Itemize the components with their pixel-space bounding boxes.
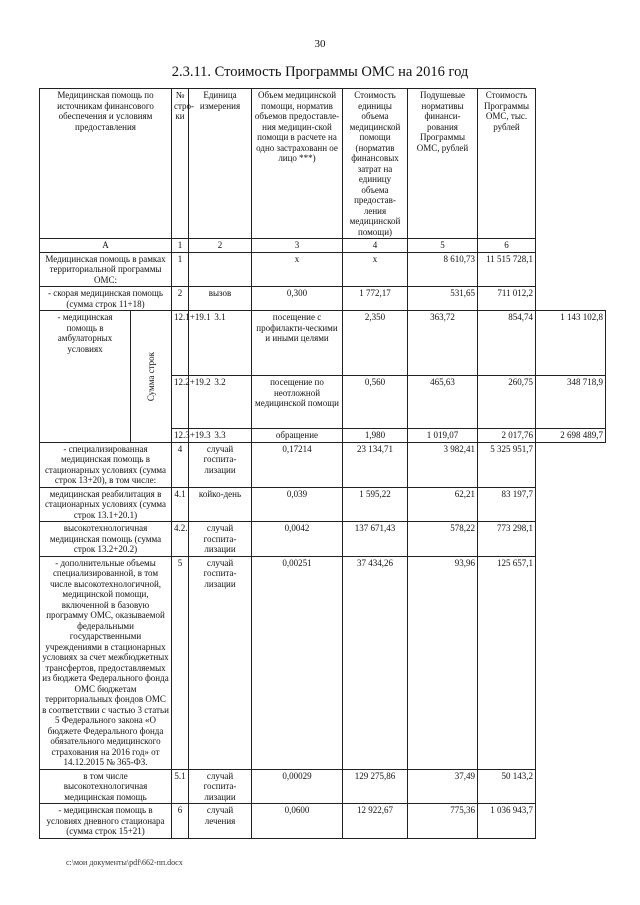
- row-volume: 0,039: [252, 487, 343, 522]
- row-unit: [189, 252, 252, 287]
- row-per-capita: 2 017,76: [478, 429, 536, 443]
- row-unit: койко-день: [189, 487, 252, 522]
- table-row: [40, 769, 606, 804]
- row-unit: обращение: [252, 429, 343, 443]
- row-per-capita: 854,74: [478, 311, 536, 376]
- row-total: 125 657,1: [478, 556, 536, 769]
- row-unit: посещение с профилакти-ческими и иными целями: [252, 311, 343, 376]
- row-name: - специализированная медицинская помощь в стационарных условиях (сумма строк 13+20), в том числе:: [40, 442, 172, 487]
- row-volume: 0,17214: [252, 442, 343, 487]
- row-total: 2 698 489,7: [536, 429, 606, 443]
- row-number: 4.1: [172, 487, 189, 522]
- row-total: 773 298,1: [478, 522, 536, 557]
- row-number: 1: [172, 252, 189, 287]
- row-per-capita: 260,75: [478, 376, 536, 429]
- row-number: 3.2: [189, 376, 252, 429]
- index-cell: 4: [343, 239, 408, 253]
- row-unit-cost: х: [343, 252, 408, 287]
- row-number: 3.1: [189, 311, 252, 376]
- row-name: - дополнительные объемы специализированной, в том числе высокотехнологичной, медицинской помощи, включенной в базовую программу ОМС, оказываемой федеральными государственными учреждениями в стационарных условиях за счет межбюджетных трансфертов, предоставляемых из бюджета Федерального фонда ОМС бюджетам территориальных фондов ОМС в соответствии с частью 3 статьи 5 Федерального закона «О бюджете Федерального фонда обязательного медицинского страхования на 2016 год» от 14.12.2015 № 365-ФЗ.: [40, 556, 172, 769]
- index-cell: 2: [189, 239, 252, 253]
- index-cell: 3: [252, 239, 343, 253]
- row-number: 3.3: [189, 429, 252, 443]
- row-unit-cost: 12 922,67: [343, 804, 408, 839]
- header-volume: Объем медицинской помощи, норматив объемов предоставле-ния медицин-ской помощи в расчете на одно застрахованн ое лицо ***): [252, 89, 343, 239]
- header-total-cost: Стоимость Программы ОМС, тыс. рублей: [478, 89, 536, 239]
- row-volume: 0,00251: [252, 556, 343, 769]
- index-cell: А: [40, 239, 172, 253]
- row-volume: х: [252, 252, 343, 287]
- row-name: высокотехнологичная медицинская помощь (сумма строк 13.2+20.2): [40, 522, 172, 557]
- row-unit: случай госпита-лизации: [189, 769, 252, 804]
- row-total: 50 143,2: [478, 769, 536, 804]
- page-title: 2.3.11. Стоимость Программы ОМС на 2016 год: [171, 64, 469, 80]
- sum-of-rows-cell: [131, 311, 172, 443]
- index-cell: 6: [478, 239, 536, 253]
- row-total: 711 012,2: [478, 287, 536, 311]
- row-total: 11 515 728,1: [478, 252, 536, 287]
- row-formula: 12.1+19.1: [172, 311, 189, 376]
- row-unit: случай госпита-лизации: [189, 556, 252, 769]
- row-unit: случай госпита-лизации: [189, 522, 252, 557]
- header-care: Медицинская помощь по источникам финансового обеспечения и условиям предоставления: [40, 89, 172, 239]
- row-per-capita: 93,96: [408, 556, 478, 769]
- table-row: [40, 804, 606, 839]
- table-row: [40, 522, 606, 557]
- row-name: - медицинская помощь в условиях дневного стационара (сумма строк 15+21): [40, 804, 172, 839]
- row-per-capita: 62,21: [408, 487, 478, 522]
- table-row: [40, 287, 606, 311]
- row-volume: 0,300: [252, 287, 343, 311]
- row-unit-cost: 1 595,22: [343, 487, 408, 522]
- table-row: [40, 556, 606, 769]
- row-volume: 1,980: [343, 429, 408, 443]
- table-row: [40, 487, 606, 522]
- row-volume: 0,00029: [252, 769, 343, 804]
- program-cost-table: [39, 88, 606, 839]
- row-name: Медицинская помощь в рамках территориальной программы ОМС:: [40, 252, 172, 287]
- index-cell: 5: [408, 239, 478, 253]
- row-unit-cost: 37 434,26: [343, 556, 408, 769]
- row-number: 5: [172, 556, 189, 769]
- row-total: 1 036 943,7: [478, 804, 536, 839]
- header-row-number: № стро-ки: [172, 89, 189, 239]
- row-name: медицинская реабилитация в стационарных условиях (сумма строк 13.1+20.1): [40, 487, 172, 522]
- row-unit-cost: 1 772,17: [343, 287, 408, 311]
- row-number: 5.1: [172, 769, 189, 804]
- header-per-capita: Подушевые нормативы финанси-рования Программы ОМС, рублей: [408, 89, 478, 239]
- row-name: в том числе высокотехнологичная медицинская помощь: [40, 769, 172, 804]
- row-unit-cost: 23 134,71: [343, 442, 408, 487]
- row-unit-cost: 465,63: [408, 376, 478, 429]
- row-per-capita: 578,22: [408, 522, 478, 557]
- row-per-capita: 8 610,73: [408, 252, 478, 287]
- row-unit-cost: 363,72: [408, 311, 478, 376]
- page-number: 30: [314, 38, 326, 50]
- row-name: - медицинская помощь в амбулаторных условиях: [40, 311, 131, 443]
- table-header-row: [40, 89, 606, 239]
- row-volume: 2,350: [343, 311, 408, 376]
- column-index-row: [40, 239, 606, 253]
- row-number: 4: [172, 442, 189, 487]
- row-unit: случай госпита-лизации: [189, 442, 252, 487]
- row-volume: 0,560: [343, 376, 408, 429]
- row-unit: вызов: [189, 287, 252, 311]
- row-per-capita: 3 982,41: [408, 442, 478, 487]
- row-formula: 12.3+19.3: [172, 429, 189, 443]
- row-per-capita: 775,36: [408, 804, 478, 839]
- row-number: 2: [172, 287, 189, 311]
- table-row: [40, 311, 606, 376]
- header-unit-cost: Стоимость единицы объема медицинской помощи (норматив финансовых затрат на единицу объема предостав-ления медицинской помощи): [343, 89, 408, 239]
- row-unit-cost: 137 671,43: [343, 522, 408, 557]
- sum-of-rows-label: Сумма строк: [145, 351, 156, 401]
- row-unit-cost: 129 275,86: [343, 769, 408, 804]
- row-unit: посещение по неотложной медицинской помощи: [252, 376, 343, 429]
- row-name: - скорая медицинская помощь (сумма строк 11+18): [40, 287, 172, 311]
- table-row: [40, 442, 606, 487]
- row-volume: 0,0042: [252, 522, 343, 557]
- row-total: 1 143 102,8: [536, 311, 606, 376]
- header-unit: Единица измерения: [189, 89, 252, 239]
- row-total: 5 325 951,7: [478, 442, 536, 487]
- row-per-capita: 531,65: [408, 287, 478, 311]
- table-row: [40, 252, 606, 287]
- row-total: 83 197,7: [478, 487, 536, 522]
- row-number: 6: [172, 804, 189, 839]
- row-per-capita: 37,49: [408, 769, 478, 804]
- row-volume: 0,0600: [252, 804, 343, 839]
- row-unit: случай лечения: [189, 804, 252, 839]
- footer-file-path: c:\мои документы\pdf\662-пп.docx: [66, 858, 183, 867]
- row-formula: 12.2+19.2: [172, 376, 189, 429]
- row-total: 348 718,9: [536, 376, 606, 429]
- index-cell: 1: [172, 239, 189, 253]
- row-unit-cost: 1 019,07: [408, 429, 478, 443]
- row-number: 4.2.: [172, 522, 189, 557]
